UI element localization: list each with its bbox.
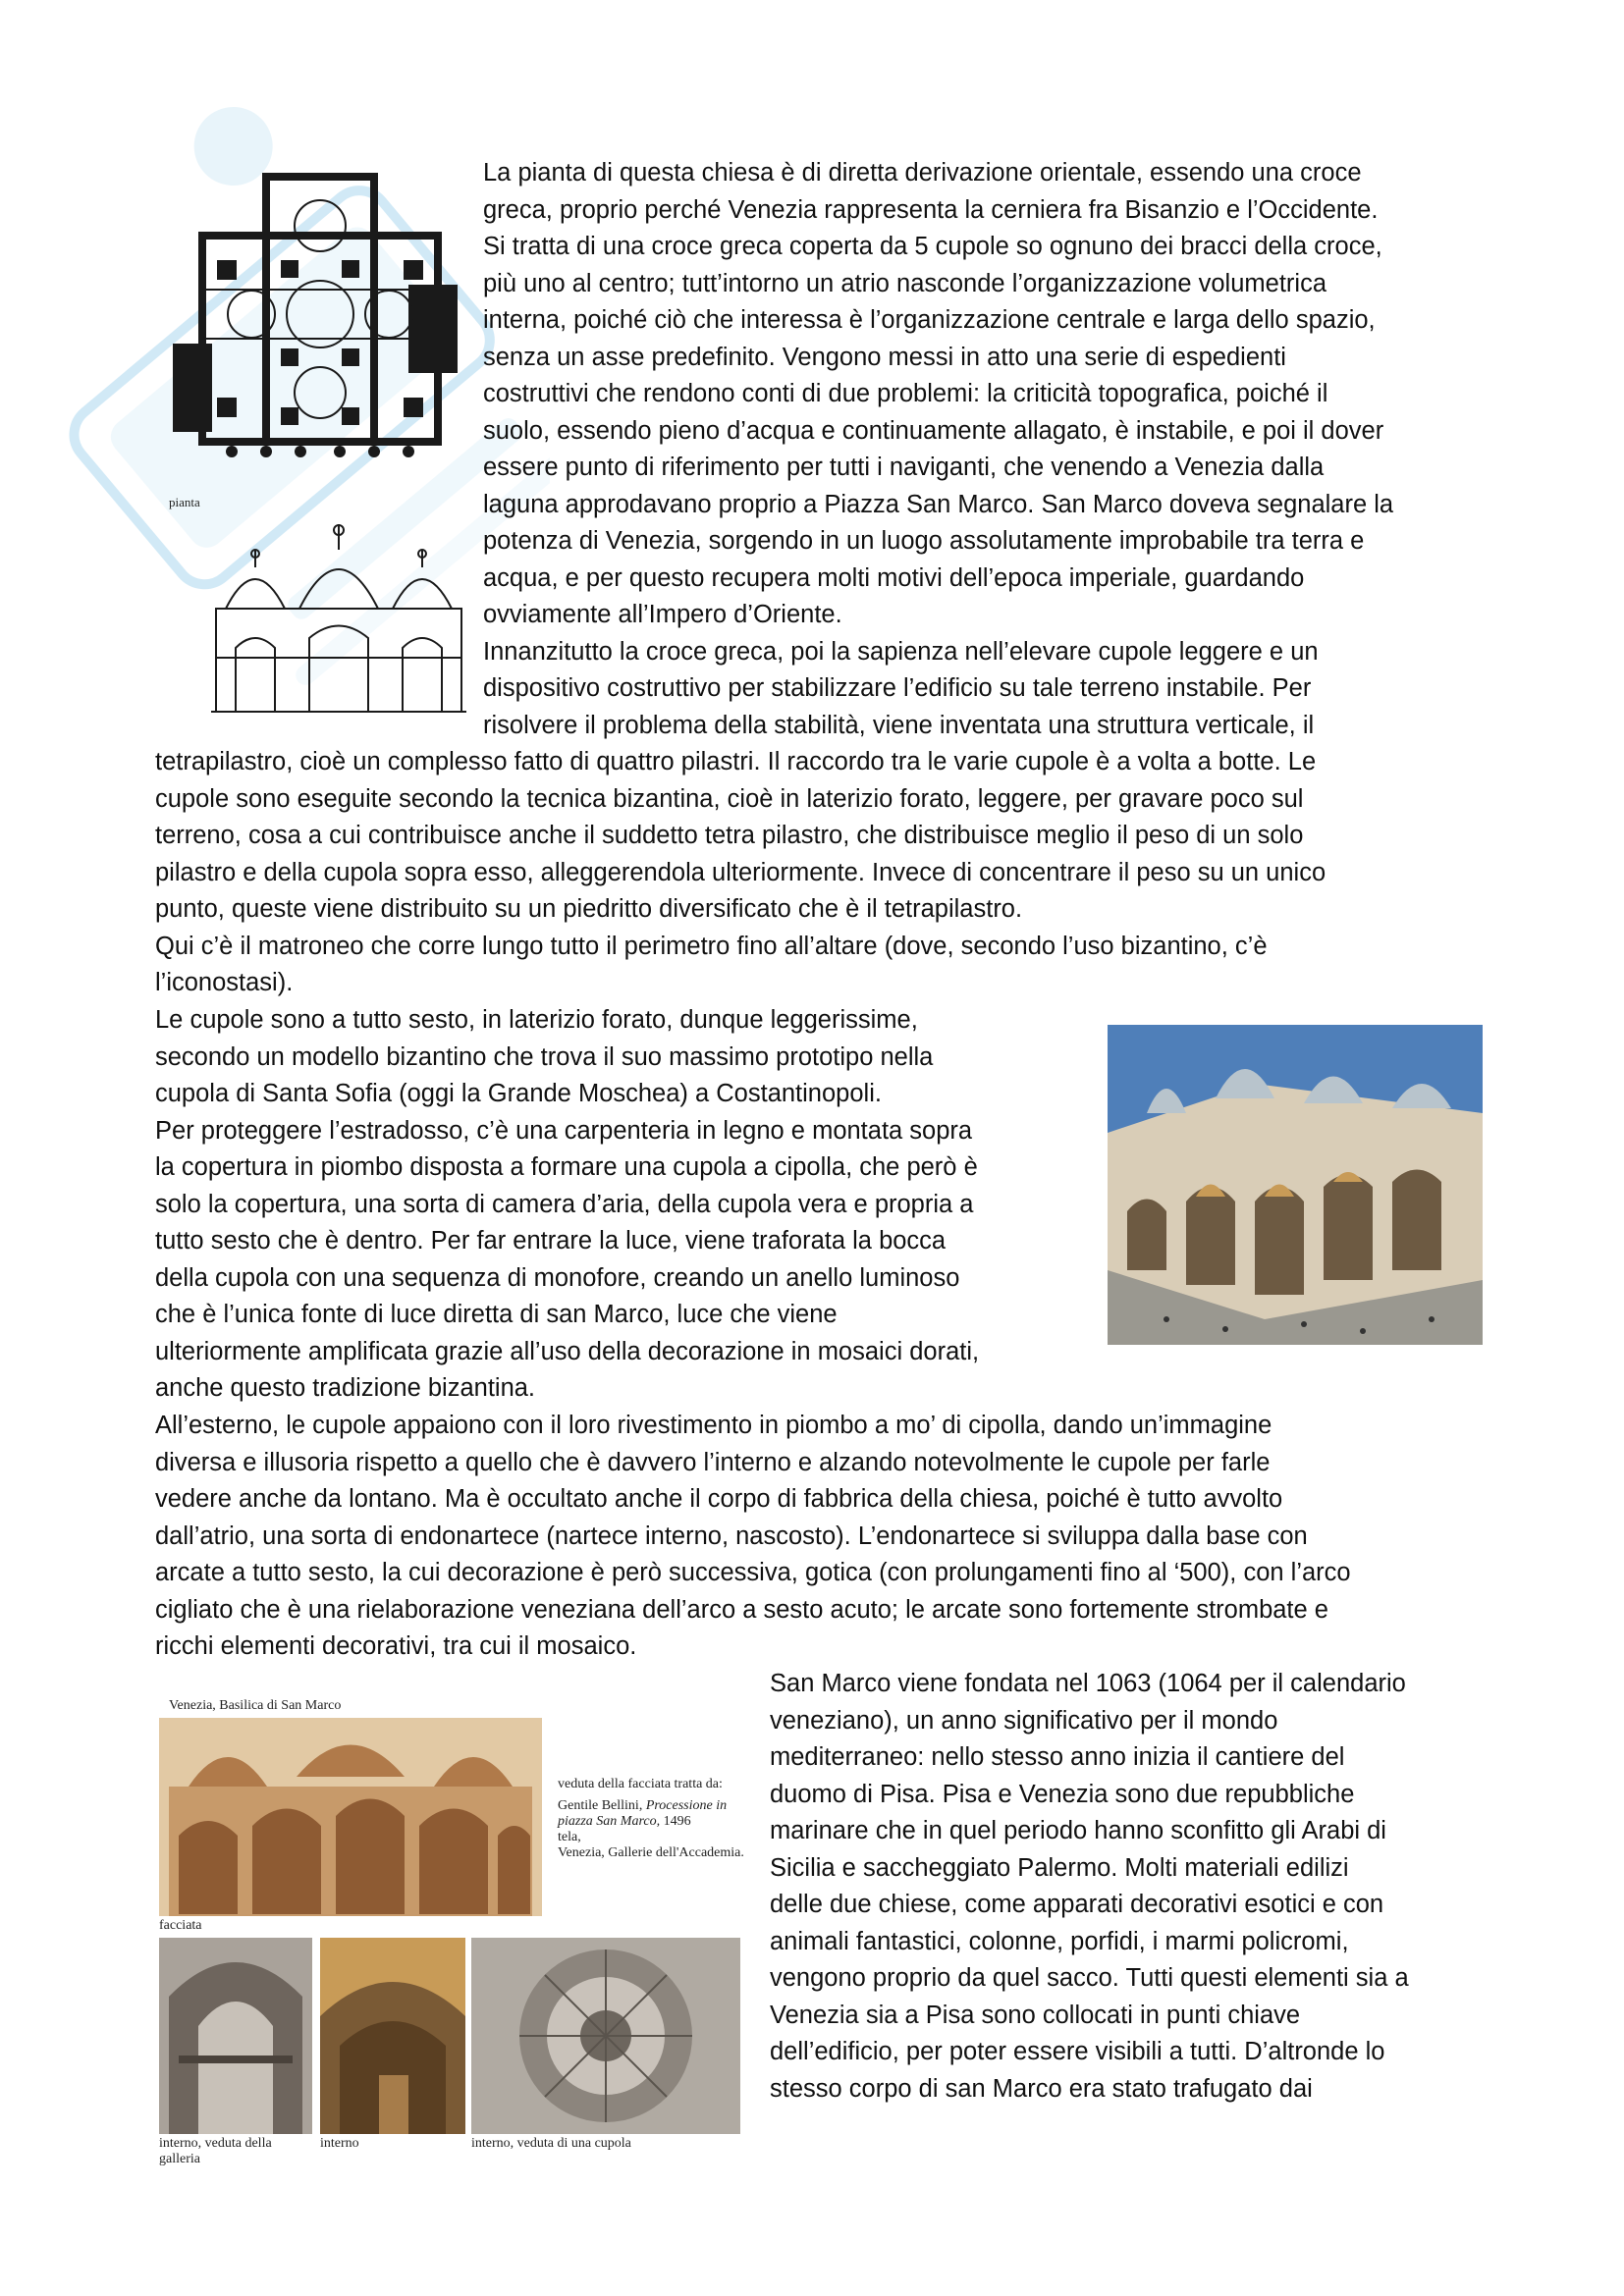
text-line: interna, poiché ciò che interessa è l’organizzazione centrale e larga dello spazio, — [483, 306, 1376, 334]
interior-gallery-image — [159, 1938, 312, 2134]
plate-interno-galleria-label: interno, veduta della galleria — [159, 2136, 272, 2166]
plate-facade-note-intro: veduta della facciata tratta da: — [558, 1777, 723, 1791]
text-line: che è l’unica fonte di luce diretta di san Marco, luce che viene — [155, 1301, 838, 1328]
text-line: stesso corpo di san Marco era stato trafugato dai — [770, 2074, 1313, 2103]
text-line: dispositivo costruttivo per stabilizzare l’edificio su tale terreno instabile. Per — [483, 674, 1312, 702]
text-line: Le cupole sono a tutto sesto, in laterizio forato, dunque leggerissime, — [155, 1006, 918, 1034]
text-line: arcate a tutto sesto, la cui decorazione è però successiva, gotica (con prolungamenti fino al ‘500), con l’arco — [155, 1559, 1351, 1586]
text-line: Qui c’è il matroneo che corre lungo tutto il perimetro fino all’altare (dove, secondo l’uso bizantino, c’è — [155, 932, 1268, 960]
plate-interno-label: interno — [320, 2136, 359, 2151]
text-line: suolo, essendo pieno d’acqua e continuamente allagato, è instabile, e poi il dover — [483, 416, 1384, 445]
plate-facade-note-place: Venezia, Gallerie dell'Accademia. — [558, 1845, 744, 1860]
esterno-paragraph — [155, 1408, 1510, 1666]
plan-caption: pianta — [169, 495, 200, 509]
text-line: delle due chiese, come apparati decorativi esotici e con — [770, 1891, 1384, 1918]
tetrapilastro-paragraph — [155, 744, 1510, 1002]
text-line: ovviamente all’Impero d’Oriente. — [483, 601, 842, 628]
text-line: greca, proprio perché Venezia rappresenta la cerniera fra Bisanzio e l’Occidente. — [483, 195, 1379, 224]
plate-facade-note-author: Gentile Bellini, — [558, 1798, 643, 1813]
text-line: veneziano), un anno significativo per il mondo — [770, 1706, 1278, 1735]
text-line: tutto sesto che è dentro. Per far entrare la luce, viene traforata la bocca — [155, 1227, 947, 1255]
text-line: acqua, e per questo recupera molti motivi dell’epoca imperiale, guardando — [483, 563, 1305, 592]
text-line: essere punto di riferimento per tutti i naviganti, che venendo a Venezia dalla — [483, 454, 1325, 481]
text-line: senza un asse predefinito. Vengono messi in atto una serie di espedienti — [483, 343, 1286, 371]
intro-paragraph — [483, 155, 1494, 744]
dome-interior-image — [471, 1938, 740, 2134]
text-line: cigliato che è una rielaborazione veneziana dell’arco a sesto acuto; le arcate sono fortemente strombate e — [155, 1595, 1328, 1624]
plate-facade-note-year: 1496 — [663, 1814, 691, 1829]
plate-title: Venezia, Basilica di San Marco — [169, 1698, 342, 1713]
text-line: della cupola con una sequenza di monofore, creando un anello luminoso — [155, 1263, 960, 1292]
text-line: terreno, cosa a cui contribuisce anche il suddetto tetra pilastro, che distribuisce meglio il peso di un solo — [155, 822, 1304, 849]
text-line: laguna approdavano proprio a Piazza San Marco. San Marco doveva segnalare la — [483, 490, 1394, 518]
text-line: mediterraneo: nello stesso anno inizia il cantiere del — [770, 1743, 1345, 1771]
text-line: più uno al centro; tutt’intorno un atrio nasconde l’organizzazione volumetrica — [483, 269, 1327, 297]
text-line: duomo di Pisa. Pisa e Venezia sono due repubbliche — [770, 1780, 1355, 1808]
text-line: vengono proprio da quel sacco. Tutti questi elementi sia a — [770, 1964, 1409, 1992]
text-line: marinare che in quel periodo hanno sconfitto gli Arabi di — [770, 1817, 1386, 1844]
plate-facade-note-work: Processione in piazza San Marco, — [558, 1798, 728, 1829]
interior-image — [320, 1938, 465, 2134]
plate-facciata-label: facciata — [159, 1918, 202, 1933]
text-line: Si tratta di una croce greca coperta da 5 cupole so ognuno dei bracci della croce, — [483, 233, 1382, 260]
floor-plan-image — [173, 167, 467, 461]
text-line: dell’edificio, per poter essere visibili a tutti. D’altronde lo — [770, 2038, 1385, 2065]
basilica-exterior-photo — [1108, 1025, 1483, 1345]
text-line: cupola di Santa Sofia (oggi la Grande Moschea) a Costantinopoli. — [155, 1080, 882, 1107]
cupole-paragraph — [155, 1002, 1098, 1408]
text-line: animali fantastici, colonne, porfidi, i marmi policromi, — [770, 1927, 1349, 1955]
plate-cupola-label: interno, veduta di una cupola — [471, 2136, 631, 2151]
text-line: risolvere il problema della stabilità, viene inventata una struttura verticale, il — [483, 711, 1315, 739]
text-line: ulteriormente amplificata grazie all’uso della decorazione in mosaici dorati, — [155, 1337, 980, 1365]
text-line: cupole sono eseguite secondo la tecnica bizantina, cioè in laterizio forato, leggere, per gravare poco sul — [155, 784, 1304, 813]
facade-painting-image — [159, 1718, 542, 1916]
text-line: pilastro e della cupola sopra esso, alleggerendola ulteriormente. Invece di concentrare il peso su un unico — [155, 858, 1326, 886]
text-line: secondo un modello bizantino che trova il suo massimo prototipo nella — [155, 1042, 934, 1071]
text-line: l’iconostasi). — [155, 969, 294, 996]
text-line: San Marco viene fondata nel 1063 (1064 per il calendario — [770, 1670, 1406, 1697]
text-line: la copertura in piombo disposta a formare una cupola a cipolla, che però è — [155, 1153, 978, 1181]
text-line: dall’atrio, una sorta di endonartece (nartece interno, nascosto). L’endonartece si sviluppa dalla base con — [155, 1522, 1308, 1550]
text-line: ricchi elementi decorativi, tra cui il mosaico. — [155, 1632, 637, 1660]
text-line: costruttivi che rendono conti di due problemi: la criticità topografica, poiché il — [483, 380, 1328, 407]
text-line: punto, queste viene distribuito su un piedritto diversificato che è il tetrapilastro. — [155, 895, 1023, 923]
text-line: Innanzitutto la croce greca, poi la sapienza nell’elevare cupole leggere e un — [483, 637, 1319, 666]
section-drawing-image — [206, 520, 471, 717]
plate-facade-note-medium: tela, — [558, 1830, 581, 1844]
plate-facade-note — [558, 1777, 754, 1861]
text-line: anche questo tradizione bizantina. — [155, 1374, 536, 1402]
text-line: solo la copertura, una sorta di camera d’aria, della cupola vera e propria a — [155, 1190, 974, 1218]
text-line: Venezia sia a Pisa sono collocati in punti chiave — [770, 2001, 1301, 2029]
text-line: La pianta di questa chiesa è di diretta derivazione orientale, essendo una croce — [483, 159, 1362, 187]
text-line: Per proteggere l’estradosso, c’è una carpenteria in legno e montata sopra — [155, 1116, 973, 1145]
text-line: All’esterno, le cupole appaiono con il loro rivestimento in piombo a mo’ di cipolla, dando un’immagine — [155, 1412, 1272, 1439]
text-line: potenza di Venezia, sorgendo in un luogo assolutamente improbabile tra terra e — [483, 527, 1365, 555]
text-line: tetrapilastro, cioè un complesso fatto di quattro pilastri. Il raccordo tra le varie cupole è a volta a botte. Le — [155, 748, 1317, 775]
text-line: Sicilia e saccheggiato Palermo. Molti materiali edilizi — [770, 1853, 1349, 1882]
fondazione-paragraph — [770, 1666, 1516, 2108]
text-line: diversa e illusoria rispetto a quello che è davvero l’interno e alzando notevolmente le cupole per farle — [155, 1448, 1271, 1476]
text-line: vedere anche da lontano. Ma è occultato anche il corpo di fabbrica della chiesa, poiché è tutto avvolto — [155, 1485, 1283, 1513]
